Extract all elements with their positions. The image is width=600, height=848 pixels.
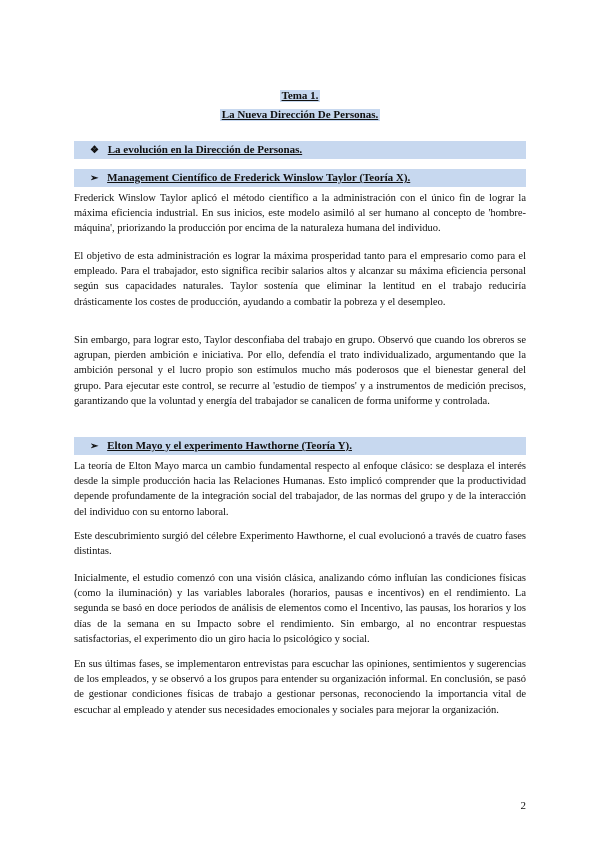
diamond-bullet-icon: ❖ (90, 145, 99, 156)
section-heading-text: Management Científico de Frederick Winslow Taylor (Teoría X). (107, 172, 411, 184)
title-line-2 (0, 109, 600, 121)
title-topic: Tema 1. (281, 90, 319, 102)
title-subject: La Nueva Dirección De Personas. (221, 109, 379, 121)
title-line-1 (0, 90, 600, 102)
paragraph: Este descubrimiento surgió del célebre Experimento Hawthorne, el cual evolucionó a través de cuatro fases distintas. (74, 531, 526, 558)
paragraph: La teoría de Elton Mayo marca un cambio fundamental respecto al enfoque clásico: se desplaza el interés desde la simple producción hacia las Relaciones Humanas. Esto implicó comprender que la productividad depende profundamente de la integración social del trabajador, de las normas del grupo y de la interacción del individuo con su entorno laboral. (74, 461, 526, 518)
paragraph: Sin embargo, para lograr esto, Taylor desconfiaba del trabajo en grupo. Observó que cuando los obreros se agrupan, pierden ambición e iniciativa. Por ello, defendía el trato individualizado, argumentando que la ambición personal y el lucro propio son estímulos mucho más poderosos que el bienestar general del grupo. Para ejecutar este control, se recurre al 'estudio de tiempos' y a instrumentos de medición precisos, garantizando que la voluntad y energía del trabajador se canalicen de forma uniforme y controlada. (74, 335, 526, 407)
section-heading-text: La evolución en la Dirección de Personas. (107, 144, 303, 156)
paragraph: El objetivo de esta administración es lograr la máxima prosperidad tanto para el empresario como para el empleado. Para el trabajador, esto significa recibir salarios altos y alcanzar su máxima eficiencia personal según sus capacidades naturales. Taylor sostenía que eliminar la lentitud en el trabajo reduciría drásticamente los costes de producción, ayudando a combatir la pobreza y el desempleo. (74, 251, 526, 308)
page-number: 2 (520, 800, 526, 812)
section-heading-text: Elton Mayo y el experimento Hawthorne (Teoría Y). (107, 440, 352, 452)
paragraph: En sus últimas fases, se implementaron entrevistas para escuchar las opiniones, sentimientos y sugerencias de los empleados, y se observó a los grupos para entender su organización informal. En conclusión, se pasó de gestionar condiciones físicas de trabajo a gestionar personas, reconociendo la importancia vital de escuchar al empleado y atender sus necesidades emocionales y sociales para mejorar la organización. (74, 659, 526, 716)
section-heading-mayo (74, 437, 526, 455)
arrow-bullet-icon: ➢ (90, 441, 99, 452)
paragraph: Frederick Winslow Taylor aplicó el método científico a la administración con el único fin de lograr la máxima eficiencia industrial. En sus inicios, este modelo asimiló al ser humano al concepto de 'hombre-máquina', priorizando la producción por encima de la naturaleza humana del individuo. (74, 193, 526, 235)
arrow-bullet-icon: ➢ (90, 173, 99, 184)
paragraph: Inicialmente, el estudio comenzó con una visión clásica, analizando cómo influían las condiciones físicas (como la iluminación) y las variables laborales (horarios, pausas e incentivos) en el rendimiento. La segunda se basó en doce periodos de análisis de elementos como el Incentivo, las pausas, los horarios y los días de la semana en su Impacto sobre el rendimiento. Sin embargo, al no encontrar respuestas satisfactorias, el experimento dio un giro hacia lo psicológico y social. (74, 573, 526, 645)
section-heading-main (74, 141, 526, 159)
section-heading-taylor (74, 169, 526, 187)
